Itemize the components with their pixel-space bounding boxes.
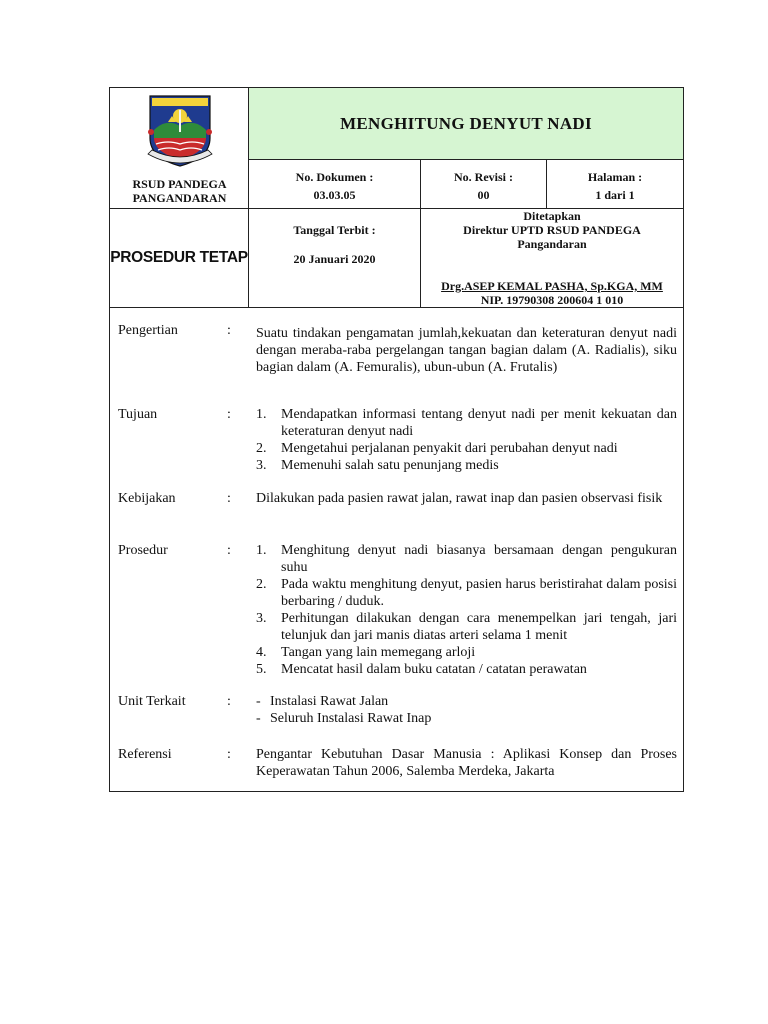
list-text: Mendapatkan informasi tentang denyut nadi per menit kekuatan dan keteraturan denyut nadi [281, 407, 677, 439]
list-number: 3. [256, 458, 267, 473]
no-revisi-cell [421, 160, 547, 208]
section-colon: : [227, 323, 231, 338]
signer-nip: NIP. 19790308 200604 1 010 [480, 293, 624, 307]
list-text: Tangan yang lain memegang arloji [281, 645, 476, 660]
list-item [256, 693, 677, 710]
section-label: Kebijakan [118, 491, 176, 506]
no-revisi-value: 00 [477, 188, 490, 202]
tujuan-list [256, 406, 677, 474]
list-item [256, 406, 677, 440]
tanggal-terbit-value: 20 Januari 2020 [293, 252, 376, 266]
list-number: 2. [256, 441, 267, 456]
no-dokumen-cell [249, 160, 421, 208]
list-text: Mengetahui perjalanan penyakit dari perubahan denyut nadi [281, 441, 618, 456]
list-number: 4. [256, 645, 267, 660]
ditetapkan-director: Direktur UPTD RSUD PANDEGA [463, 223, 641, 237]
section-colon: : [227, 491, 231, 506]
list-item [256, 661, 677, 678]
referensi-text: Pengantar Kebutuhan Dasar Manusia : Aplikasi Konsep dan Proses Keperawatan Tahun 2006, Salemba Merdeka, Jakarta [256, 747, 677, 779]
section-label: Prosedur [118, 543, 168, 558]
no-revisi-label: No. Revisi : [454, 170, 513, 184]
list-text: Pada waktu menghitung denyut, pasien harus beristirahat dalam posisi berbaring / duduk. [281, 577, 677, 609]
list-number: 5. [256, 662, 267, 677]
tanggal-terbit-label: Tanggal Terbit : [293, 223, 376, 237]
list-item [256, 644, 677, 661]
no-dokumen-value: 03.03.05 [313, 188, 356, 202]
section-colon: : [227, 694, 231, 709]
list-number: 3. [256, 611, 267, 626]
document-header [110, 88, 683, 308]
halaman-cell [547, 160, 683, 208]
list-item [256, 542, 677, 576]
list-item [256, 710, 677, 727]
no-dokumen-label: No. Dokumen : [295, 170, 374, 184]
section-label: Referensi [118, 747, 172, 762]
ditetapkan-cell [421, 208, 683, 307]
pengertian-text: Suatu tindakan pengamatan jumlah,kekuatan dan keteraturan denyut nadi dengan meraba-raba pergelangan tangan bagian dalam (A. Radialis), siku bagian dalam (A. Femuralis), ubun-ubun (A. Frutalis) [256, 326, 677, 375]
signer-name: Drg.ASEP KEMAL PASHA, Sp.KGA, MM [441, 279, 663, 293]
list-text: Seluruh Instalasi Rawat Inap [270, 711, 432, 726]
section-colon: : [227, 747, 231, 762]
sop-document [109, 87, 684, 792]
list-item [256, 576, 677, 610]
regency-emblem-icon [146, 92, 214, 168]
list-item [256, 457, 677, 474]
list-dash: - [256, 694, 261, 709]
list-text: Memenuhi salah satu penunjang medis [281, 458, 499, 473]
halaman-value: 1 dari 1 [595, 188, 635, 202]
tanggal-terbit-cell [249, 208, 421, 307]
prosedur-list [256, 542, 677, 678]
document-title: MENGHITUNG DENYUT NADI [249, 88, 683, 160]
list-text: Mencatat hasil dalam buku catatan / catatan perawatan [281, 662, 587, 677]
list-number: 1. [256, 407, 267, 422]
section-label: Unit Terkait [118, 694, 186, 709]
ditetapkan-location: Pangandaran [517, 237, 587, 251]
section-colon: : [227, 543, 231, 558]
list-item [256, 610, 677, 644]
halaman-label: Halaman : [587, 170, 643, 184]
list-text: Menghitung denyut nadi biasanya bersamaan dengan pengukuran suhu [281, 543, 677, 575]
list-number: 1. [256, 543, 267, 558]
institution-cell [110, 88, 249, 208]
institution-name: RSUD PANDEGA PANGANDARAN [132, 177, 227, 205]
list-number: 2. [256, 577, 267, 592]
prosedur-tetap-label: PROSEDUR TETAP [110, 208, 249, 307]
unit-terkait-list [256, 693, 677, 727]
kebijakan-text: Dilakukan pada pasien rawat jalan, rawat inap dan pasien observasi fisik [256, 491, 663, 506]
section-label: Pengertian [118, 323, 178, 338]
ditetapkan-label: Ditetapkan [523, 209, 581, 223]
section-colon: : [227, 407, 231, 422]
section-label: Tujuan [118, 407, 158, 422]
list-dash: - [256, 711, 261, 726]
list-text: Perhitungan dilakukan dengan cara menempelkan jari tengah, jari telunjuk dan jari manis diatas arteri selama 1 menit [281, 611, 677, 643]
list-item [256, 440, 677, 457]
list-text: Instalasi Rawat Jalan [270, 694, 389, 709]
